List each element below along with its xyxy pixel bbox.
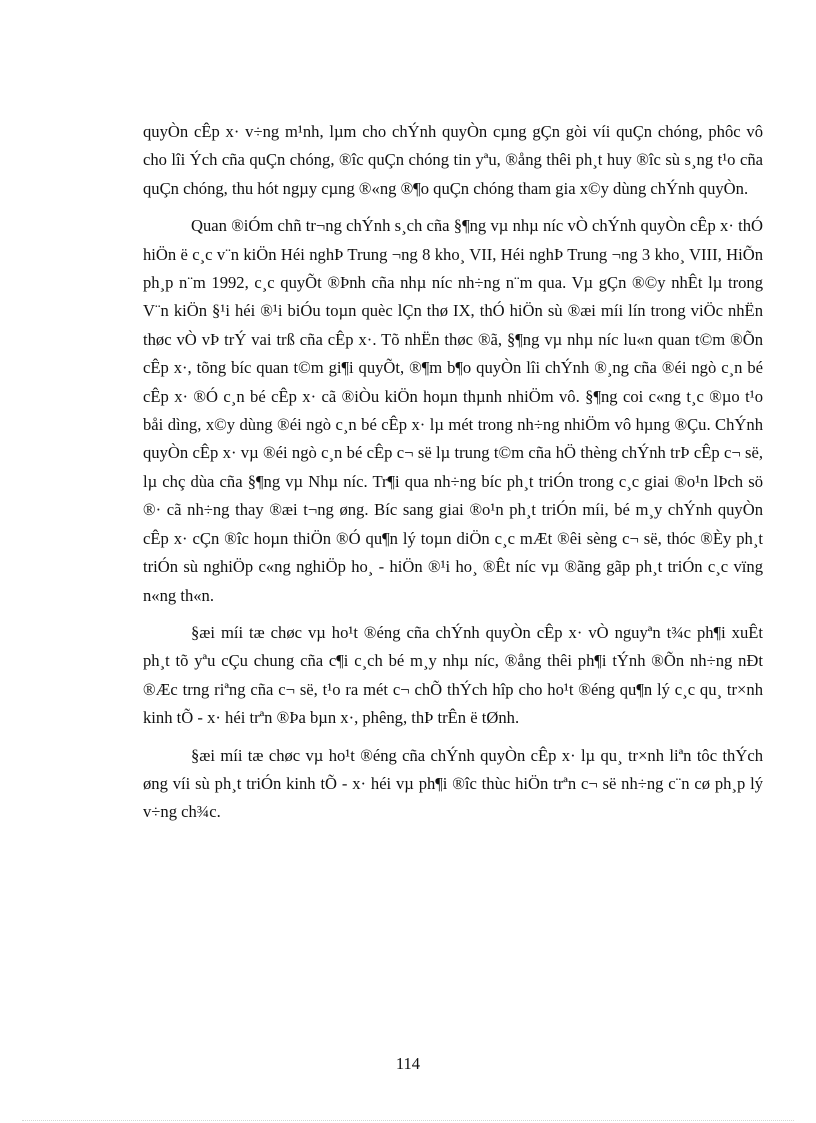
body-text — [143, 118, 763, 836]
page-bottom-divider — [22, 1120, 794, 1121]
paragraph-1: quyÒn cÊp x· v÷ng m¹nh, lµm cho chÝnh quyÒn cµng gÇn gòi víi quÇn chóng, phôc vô cho lîi Ých cña quÇn chóng, ®îc quÇn chóng tin yªu, ®ång thêi ph¸t huy ®îc sù s¸ng t¹o cña quÇn chóng, thu hót ngµy cµng ®«ng ®¶o quÇn chóng tham gia x©y dùng chÝnh quyÒn. — [143, 122, 763, 198]
page-number: 114 — [395, 1054, 421, 1073]
paragraph-3: §æi míi tæ chøc vµ ho¹t ®éng cña chÝnh quyÒn cÊp x· vÒ nguyªn t¾c ph¶i xuÊt ph¸t tõ yªu cÇu chung cña c¶i c¸ch bé m¸y nhµ níc, ®ång thêi ph¶i tÝnh ®Õn nh÷ng nÐt ®Æc trng riªng cña c¬ së, t¹o ra mét c¬ chÕ thÝch hîp cho ho¹t ®éng qu¶n lý c¸c qu¸ tr×nh kinh tÕ - x· héi trªn ®Þa bµn x·, phêng, thÞ trÊn ë tØnh. — [143, 622, 763, 728]
paragraph-2: Quan ®iÓm chñ tr¬ng chÝnh s¸ch cña §¶ng vµ nhµ níc vÒ chÝnh quyÒn cÊp x· thÓ hiÖn ë c¸c v¨n kiÖn Héi nghÞ Trung ¬ng 8 kho¸ VII, Héi nghÞ Trung ¬ng 3 kho¸ VIII, HiÕn ph¸p n¨m 1992, c¸c quyÕt ®Þnh cña nhµ níc nh÷ng n¨m qua. Vµ gÇn ®©y nhÊt lµ trong V¨n kiÖn §¹i héi ®¹i biÓu toµn quèc lÇn thø IX, thÓ hiÖn sù ®æi míi lín trong viÖc nhËn thøc vÒ vÞ trÝ vai trß cña cÊp x·. Tõ nhËn thøc ®ã, §¶ng vµ nhµ níc lu«n quan t©m ®Õn cÊp x·, tõng bíc quan t©m gi¶i quyÕt, ®¶m b¶o quyÒn lîi chÝnh ®¸ng cña ®éi ngò c¸n bé cÊp x· ®Ó c¸n bé cÊp x· cã ®iÒu kiÖn hoµn thµnh nhiÖm vô. §¶ng coi c«ng t¸c ®µo t¹o båi dìng, x©y dùng ®éi ngò c¸n bé cÊp x· lµ mét trong nh÷ng nhiÖm vô hµng ®Çu. ChÝnh quyÒn cÊp x· vµ ®éi ngò c¸n bé cÊp c¬ së lµ trung t©m cña hÖ thèng chÝnh trÞ cÊp c¬ së, lµ chç dùa cña §¶ng vµ Nhµ níc. Tr¶i qua nh÷ng bíc ph¸t triÓn trong c¸c giai ®o¹n lÞch sö ®· cã nh÷ng thay ®æi t¬ng øng. Bíc sang giai ®o¹n ph¸t triÓn míi, bé m¸y chÝnh quyÒn cÊp x· cÇn ®îc hoµn thiÖn ®Ó qu¶n lý toµn diÖn c¸c mÆt ®êi sèng c¬ së, thóc ®Èy ph¸t triÓn sù nghiÖp c«ng nghiÖp ho¸ - hiÖn ®¹i ho¸ ®Êt níc vµ ®ãng gãp ph¸t triÓn c¸c vïng n«ng th«n. — [143, 216, 763, 605]
paragraph-4: §æi míi tæ chøc vµ ho¹t ®éng cña chÝnh quyÒn cÊp x· lµ qu¸ tr×nh liªn tôc thÝch øng víi sù ph¸t triÓn kinh tÕ - x· héi vµ ph¶i ®îc thùc hiÖn trªn c¬ së nh÷ng c¨n cø ph¸p lý v÷ng ch¾c. — [143, 745, 763, 822]
